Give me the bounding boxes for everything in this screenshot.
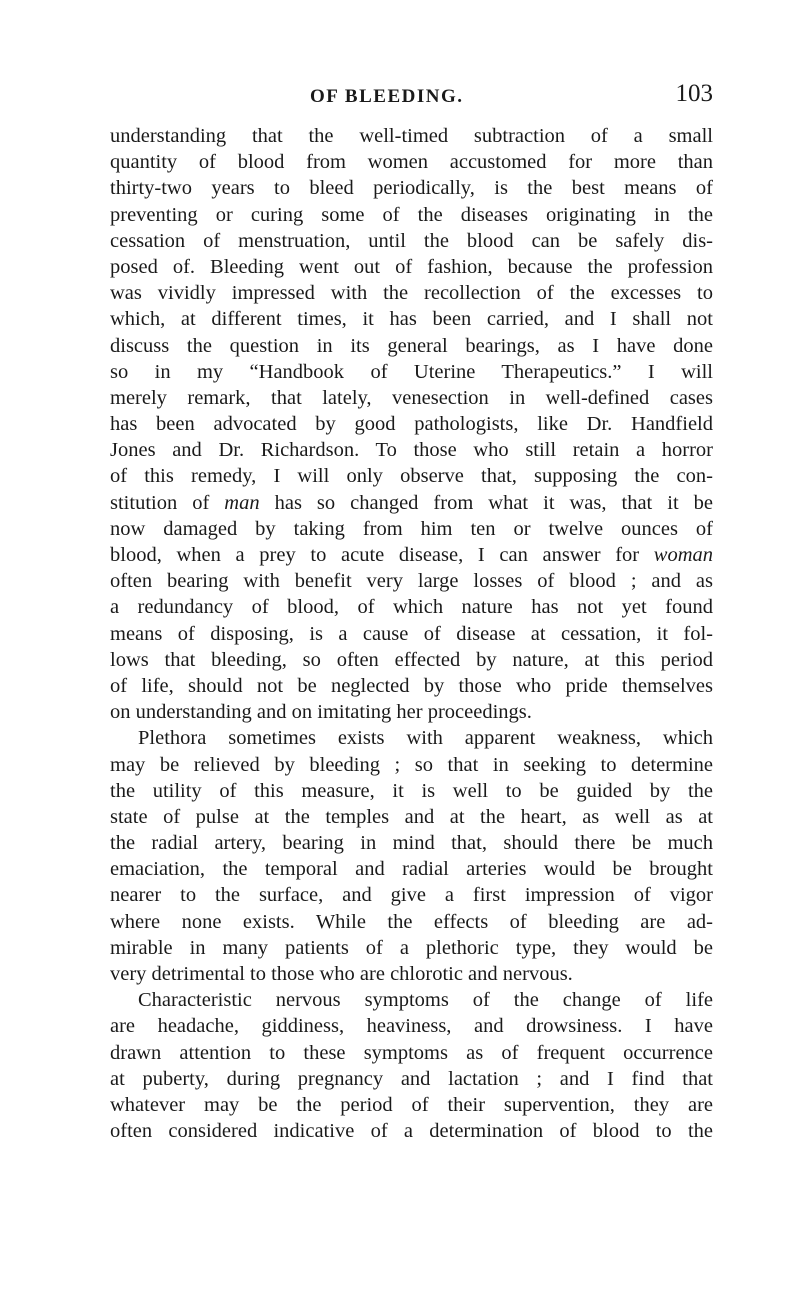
text-line: cessation of menstruation, until the blood can be safely dis- (110, 229, 713, 252)
text-line: mirable in many patients of a plethoric type, they would be (110, 936, 713, 959)
text-line: has been advocated by good pathologists, like Dr. Handfield (110, 413, 713, 436)
text-segment: blood, when a prey to acute disease, I can answer for (110, 544, 640, 566)
text-line: at puberty, during pregnancy and lactation ; and I find that (110, 1067, 713, 1090)
text-line: whatever may be the period of their supervention, they are (110, 1093, 713, 1116)
text-line: now damaged by taking from him ten or twelve ounces of (110, 517, 713, 540)
text-line (110, 542, 713, 568)
text-line: was vividly impressed with the recollection of the excesses to (110, 282, 713, 305)
text-line: Characteristic nervous symptoms of the change of life (138, 989, 713, 1012)
text-line: so in my “Handbook of Uterine Therapeutics.” I will (110, 360, 713, 383)
text-line: which, at different times, it has been carried, and I shall not (110, 308, 713, 331)
text-line: on understanding and on imitating her proceedings. (110, 701, 532, 724)
text-line: Jones and Dr. Richardson. To those who still retain a horror (110, 439, 713, 462)
text-line: Plethora sometimes exists with apparent weakness, which (138, 727, 713, 750)
page-number: 103 (675, 80, 713, 107)
running-head (110, 80, 713, 116)
text-line: state of pulse at the temples and at the heart, as well as at (110, 805, 713, 828)
italic-word: woman (653, 544, 713, 566)
text-line: preventing or curing some of the diseases originating in the (110, 203, 713, 226)
text-line: discuss the question in its general bearings, as I have done (110, 334, 713, 357)
text-line: quantity of blood from women accustomed for more than (110, 151, 713, 174)
text-line: the radial artery, bearing in mind that, should there be much (110, 832, 713, 855)
running-title: OF BLEEDING. (310, 86, 464, 107)
text-line: of life, should not be neglected by those who pride themselves (110, 674, 713, 697)
text-line: posed of. Bleeding went out of fashion, because the profession (110, 255, 713, 278)
text-line: often bearing with benefit very large losses of blood ; and as (110, 570, 713, 593)
text-line: emaciation, the temporal and radial arteries would be brought (110, 858, 713, 881)
text-line: drawn attention to these symptoms as of frequent occurrence (110, 1041, 713, 1064)
text-line: the utility of this measure, it is well to be guided by the (110, 779, 713, 802)
text-line: are headache, giddiness, heaviness, and drowsiness. I have (110, 1015, 713, 1038)
text-line: a redundancy of blood, of which nature has not yet found (110, 596, 713, 619)
text-line: thirty-two years to bleed periodically, is the best means of (110, 177, 713, 200)
text-line: very detrimental to those who are chlorotic and nervous. (110, 963, 573, 985)
text-line: lows that bleeding, so often effected by nature, at this period (110, 648, 713, 671)
italic-word: man (224, 491, 260, 514)
text-segment: stitution of (110, 491, 210, 514)
text-line: merely remark, that lately, venesection in well-defined cases (110, 386, 713, 409)
text-line (110, 490, 713, 516)
text-line: of this remedy, I will only observe that, supposing the con- (110, 465, 713, 488)
body-text (110, 123, 713, 1144)
text-line: understanding that the well-timed subtraction of a small (110, 125, 713, 147)
text-line: where none exists. While the effects of bleeding are ad- (110, 910, 713, 933)
text-segment: has so changed from what it was, that it be (259, 491, 713, 514)
text-line: means of disposing, is a cause of disease at cessation, it fol- (110, 622, 713, 645)
text-line: may be relieved by bleeding ; so that in seeking to determine (110, 753, 713, 776)
text-line: often considered indicative of a determination of blood to the (110, 1120, 713, 1143)
text-line: nearer to the surface, and give a first impression of vigor (110, 884, 713, 907)
